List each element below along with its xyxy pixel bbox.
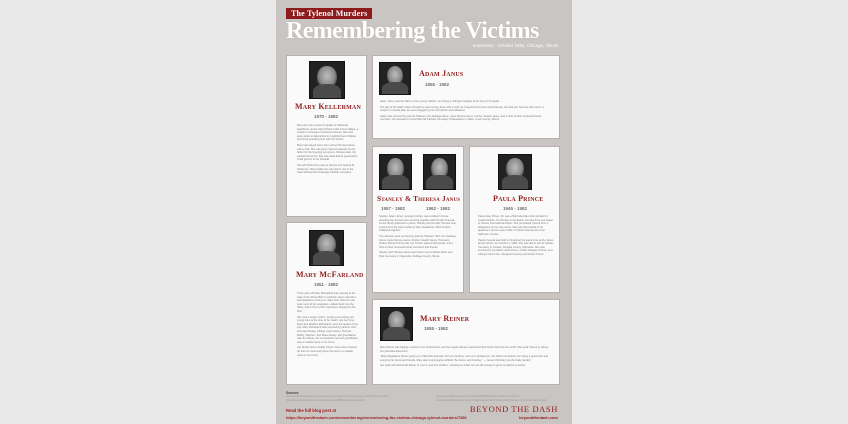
- bio-paragraph: Adam Janus was the father of two young children, and living in Arlington Heights at the time of his death.: [380, 100, 500, 103]
- victim-card-mary-mcfarland: [286, 222, 367, 385]
- victim-bio: [478, 215, 554, 291]
- bio-paragraph: Adam was survived by parents Tadeusz and Jadwiga Janus, niece Monica Janus, brother Joseph Janus, and a host of other bereaved family members. He was laid to rest at Maryhill Catholic Cemetery & Mausoleum in Niles, Cook County, Illinois.: [380, 114, 542, 122]
- bio-paragraph: Mary Ann was a seventh grader at Nathaniel Hawthorne Junior High School in Elk Grove Village, a suburb in Chicago's northwest suburbs. She was quite active in babysitting for neighborhood children and loved spending time with her friends.: [297, 124, 359, 142]
- bio-paragraph: Mary had stayed home from school the day before with a cold. She was given Tylenol capsules by her father for the lingering symptoms. Minutes later, her parents found her. She was dead before paramedics could get her to the hospital.: [297, 143, 358, 162]
- source-link[interactable]: https://www.dailyherald.com/news/20190928/tylenol-murders-the-victims: [436, 395, 520, 398]
- bio-paragraph: She left behind her parents Dennis and Jeanna M. Kellerman. Mary Kellerman was laid to rest in the Saint Michael the Archangel Catholic Cemetery.: [297, 163, 355, 175]
- victim-card-stanley-theresa-janus: [372, 146, 464, 293]
- brand-logo: BEYOND THE DASH: [469, 404, 558, 414]
- victim-photo-stanley: [379, 154, 412, 190]
- victim-bio: [297, 124, 359, 214]
- blog-post-link[interactable]: https://beyondthedash.com/remembering/remembering-the-victims-chicago-tylenol-murders/7380: [286, 415, 467, 420]
- bio-paragraph: Stanley and Theresa Janus were laid to rest at Saints Peter and Paul Cemetery in Naperville, DuPage County, Illinois.: [379, 251, 453, 258]
- victim-dates: 1951 - 1982: [314, 282, 339, 287]
- poster: [276, 0, 572, 424]
- bio-paragraph: "Mary Magdalene Reiner grew up in Villa Park and was 'a bit of a tomboy,' and 'very wholesome,' her father remembers her being a good cook and enjoying her family and friends. Mary also loved playing softball, the drums, and bowling." — James Oshinsky (via the Daily Herald): [380, 355, 549, 362]
- bio-paragraph: The day of his death, Adam thought he was coming down with a cold. He stopped home from work that day. He took two Tylenols after lunch. A couple of minutes later he came staggering into the kitchen and collapsed.: [380, 105, 544, 113]
- bio-paragraph: Her death left behind Ed Reiner to mourn, and four children, including an infant not yet old enough to grow up without a mother.: [380, 364, 526, 368]
- victim-bio: [379, 215, 457, 291]
- bio-paragraph: The Januses were survived by parents Tadeusz "Ted" and Jadwiga Janus, niece Monica Janus, brother Joseph Janus, Theresa's brother Robert Pietrzynski, her mother Helena Pietrzynski, and a host of other bereaved family members and friends.: [379, 234, 456, 249]
- bio-paragraph: Mary Reiner was happily married to her husband Ed, and the couple had just welcomed their fourth child into the world. She used Tylenol to relieve her postnatal discomfort.: [380, 346, 549, 353]
- victim-bio: [380, 100, 548, 138]
- victim-dates-stanley: 1957 - 1982: [381, 206, 406, 211]
- victim-card-mary-kellerman: [286, 55, 367, 217]
- victim-name: Paula Prince: [493, 194, 544, 203]
- victim-photo: [379, 62, 411, 95]
- victim-dates-theresa: 1962 - 1982: [426, 206, 451, 211]
- victim-bio: [380, 346, 550, 384]
- victim-photo: [309, 230, 344, 266]
- victim-card-mary-reiner: [372, 299, 560, 385]
- read-more-label: Read the full blog post at: [286, 408, 337, 413]
- bio-paragraph: Her family had a notable tribute: there was a chance for them to meet and grieve this loss in a notable name in her home.: [297, 346, 357, 357]
- source-link[interactable]: https://www.chicagomag.com/Chicago-Magazine/October-2012/Chicago-Tylenol-Murders-Victims: [436, 398, 548, 402]
- victim-photo: [380, 307, 413, 341]
- brand-url[interactable]: beyondthedash.com: [519, 415, 558, 420]
- victim-name: Mary Reiner: [420, 314, 470, 323]
- victim-name: Stanley & Theresa Janus: [377, 194, 461, 203]
- bio-paragraph: Thirty-year-old Mary McFarland was working at the Jake at the Illinois Bell in Lombard, where she felt a bad headache coming on. Mary took Tylenol in the back room of her workplace, walked back into the office, and in front of her coworkers, dropped to the floor.: [297, 292, 357, 313]
- page-subtitle: September - October 1982, Chicago, Illinois: [472, 43, 558, 48]
- victim-photo: [309, 61, 345, 99]
- source-link[interactable]: https://www.chicagotribune.com/news/ct-met-tylenol-murders-victims-20171004-story.html: [286, 395, 390, 398]
- sources-label: Sources: [286, 391, 299, 395]
- bio-paragraph: Paula Jean Prince, 35, was a flight attendant who worked for United Airlines. On the day of her death, she flew from Las Vegas to O'Hare International Airport. She purchased Tylenol from a Walgreens on her way home. She was found dead in her apartment, and an open bottle of Tylenol was found on her bathroom counter.: [478, 215, 553, 236]
- victim-dates: 1970 - 1982: [314, 114, 339, 119]
- bio-paragraph: Stanley, Adam Janus' younger brother, was at Adam's house attending the funeral and mourning together with his wife Theresa. As the family gathered to grieve, Stanley and his wife Theresa took Tylenol from the same bottle for their headaches. Both of them collapsed together.: [379, 215, 456, 233]
- victim-card-paula-prince: [469, 146, 560, 293]
- victim-bio: [297, 292, 359, 382]
- page-title: Remembering the Victims: [286, 18, 539, 44]
- victim-card-adam-janus: [372, 55, 560, 139]
- victim-dates: 1955 - 1982: [424, 326, 449, 331]
- victim-name: Mary Kellerman: [295, 102, 362, 111]
- victim-photo: [498, 154, 532, 190]
- victim-dates: 1946 - 1982: [503, 206, 528, 211]
- victim-name: Mary McFarland: [296, 270, 364, 279]
- victim-photo-theresa: [423, 154, 456, 190]
- victim-name: Adam Janus: [419, 69, 464, 78]
- bio-paragraph: She was a single mother, working and raising two young sons at the time of her death. Her two boys Ryan and Maddox McFarland, were the apples of her eye. Mary McFarland was survived by parents John and Jane Deasy, siblings Janis Nancy, Thomas, Bobby, Stephen, and Diane Deasy. Her grandfather was Jim Deasy, her ex-husband, and her grandfather was a notable name in her home.: [297, 315, 359, 344]
- source-link[interactable]: https://www.findagrave.com/virtual-cemetery/68854/memorial-search: [286, 398, 365, 402]
- topic-label: The Tylenol Murders: [286, 8, 372, 19]
- victim-dates: 1955 - 1982: [425, 82, 450, 87]
- bio-paragraph: Paula's funeral was held in Omaha at the same time as the Janus family victims, on October 4, 1982. She was laid to rest at Calvary Cemetery in Omaha, Douglas County, Nebraska. She was survived by her father Lloyd Prince, mother Margaret Prince, and siblings Carol Luke, Margaret Conway and Robert Prince.: [478, 238, 554, 256]
